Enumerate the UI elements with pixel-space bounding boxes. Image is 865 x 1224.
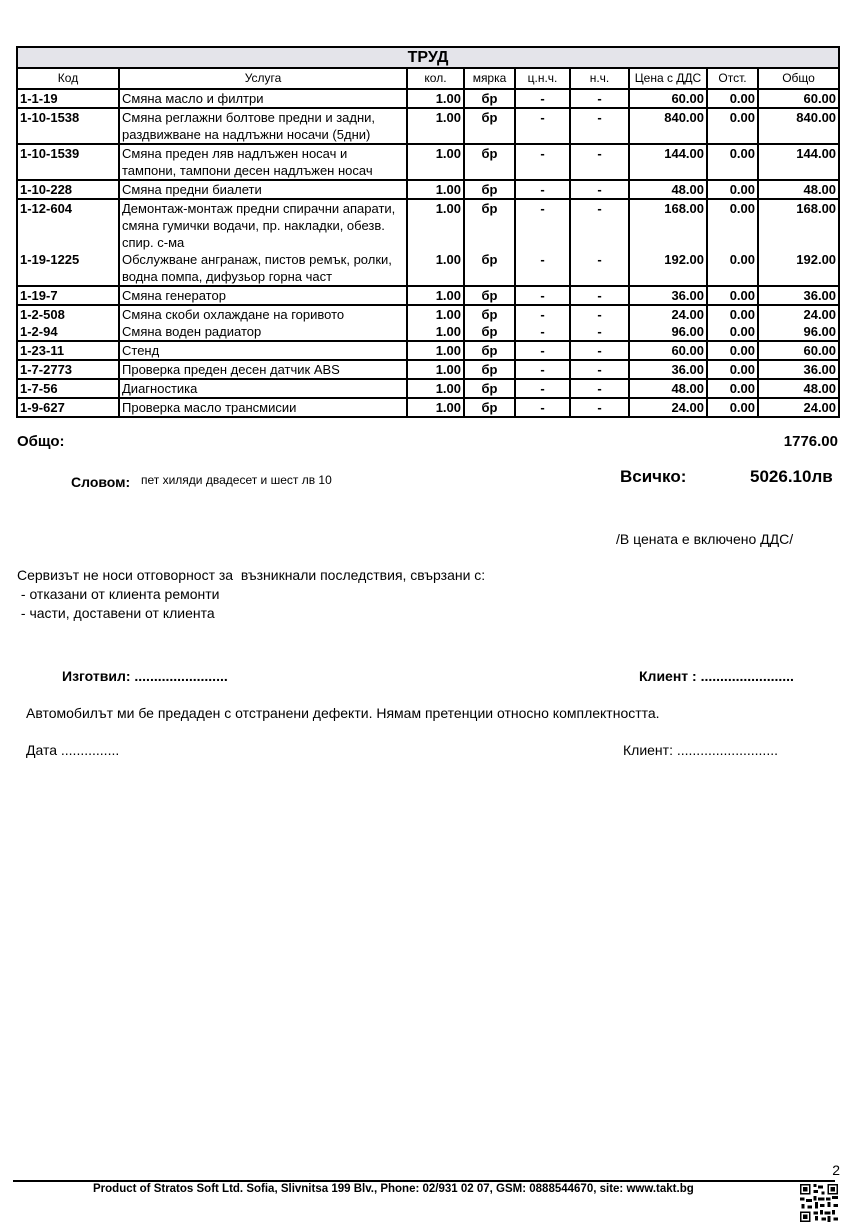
row-service: Демонтаж-монтаж предни спирачни апарати, смяна гумички водачи, пр. накладки, обезв. спир. с-ма	[119, 199, 407, 251]
row-total: 24.00	[758, 305, 839, 323]
row-hours: -	[570, 341, 629, 360]
row-discount: 0.00	[707, 180, 758, 199]
row-total: 192.00	[758, 251, 839, 286]
labor-table	[16, 46, 840, 418]
row-service: Смяна генератор	[119, 286, 407, 305]
row-unit: бр	[464, 286, 515, 305]
grand-total-label: Всичко:	[620, 467, 687, 486]
row-rate: -	[515, 144, 570, 180]
row-rate: -	[515, 108, 570, 144]
table-row	[17, 144, 839, 180]
row-price: 24.00	[629, 398, 707, 417]
row-code: 1-19-7	[17, 286, 119, 305]
row-total: 36.00	[758, 360, 839, 379]
row-price: 36.00	[629, 360, 707, 379]
table-row	[17, 251, 839, 286]
row-unit: бр	[464, 305, 515, 323]
row-price: 60.00	[629, 89, 707, 108]
row-price: 144.00	[629, 144, 707, 180]
row-discount: 0.00	[707, 251, 758, 286]
row-code: 1-2-94	[17, 323, 119, 341]
row-total: 96.00	[758, 323, 839, 341]
footer-divider	[13, 1180, 835, 1182]
row-code: 1-23-11	[17, 341, 119, 360]
row-rate: -	[515, 286, 570, 305]
row-price: 168.00	[629, 199, 707, 251]
row-hours: -	[570, 379, 629, 398]
table-row	[17, 89, 839, 108]
row-rate: -	[515, 323, 570, 341]
prepared-by-signature: Изготвил: ........................	[62, 668, 228, 684]
row-price: 840.00	[629, 108, 707, 144]
row-qty: 1.00	[407, 360, 464, 379]
row-rate: -	[515, 360, 570, 379]
qr-code-icon	[800, 1184, 838, 1222]
row-hours: -	[570, 360, 629, 379]
row-code: 1-12-604	[17, 199, 119, 251]
row-code: 1-9-627	[17, 398, 119, 417]
col-header-unit: мярка	[464, 68, 515, 89]
row-qty: 1.00	[407, 144, 464, 180]
row-total: 36.00	[758, 286, 839, 305]
row-code: 1-1-19	[17, 89, 119, 108]
row-discount: 0.00	[707, 144, 758, 180]
row-unit: бр	[464, 199, 515, 251]
col-header-qty: кол.	[407, 68, 464, 89]
row-rate: -	[515, 305, 570, 323]
row-service: Смяна скоби охлаждане на горивото	[119, 305, 407, 323]
footer-text: Product of Stratos Soft Ltd. Sofia, Slivnitsa 199 Blv., Phone: 02/931 02 07, GSM: 0888544670, site: www.takt.bg	[93, 1183, 694, 1195]
table-row	[17, 199, 839, 251]
row-unit: бр	[464, 108, 515, 144]
row-service: Обслужване ангранаж, пистов ремък, ролки, водна помпа, дифузьор горна част	[119, 251, 407, 286]
row-qty: 1.00	[407, 341, 464, 360]
table-body	[17, 89, 839, 417]
row-qty: 1.00	[407, 108, 464, 144]
row-qty: 1.00	[407, 89, 464, 108]
row-unit: бр	[464, 89, 515, 108]
row-service: Диагностика	[119, 379, 407, 398]
col-header-rate: ц.н.ч.	[515, 68, 570, 89]
row-unit: бр	[464, 251, 515, 286]
col-header-discount: Отст.	[707, 68, 758, 89]
row-total: 144.00	[758, 144, 839, 180]
row-service: Проверка масло трансмисии	[119, 398, 407, 417]
row-qty: 1.00	[407, 379, 464, 398]
row-code: 1-10-228	[17, 180, 119, 199]
amount-in-words-label: Словом:	[71, 474, 131, 490]
row-rate: -	[515, 379, 570, 398]
row-rate: -	[515, 341, 570, 360]
row-hours: -	[570, 251, 629, 286]
row-rate: -	[515, 398, 570, 417]
table-row	[17, 180, 839, 199]
row-code: 1-10-1538	[17, 108, 119, 144]
row-hours: -	[570, 398, 629, 417]
row-unit: бр	[464, 398, 515, 417]
table-row	[17, 379, 839, 398]
row-service: Смяна преден ляв надлъжен носач и тампони, тампони десен надлъжен носач	[119, 144, 407, 180]
acceptance-statement: Автомобилът ми бе предаден с отстранени дефекти. Нямам претенции относно комплектността.	[26, 705, 660, 721]
col-header-hours: н.ч.	[570, 68, 629, 89]
row-service: Смяна воден радиатор	[119, 323, 407, 341]
row-total: 48.00	[758, 180, 839, 199]
row-discount: 0.00	[707, 379, 758, 398]
row-unit: бр	[464, 379, 515, 398]
disclaimer-item: - отказани от клиента ремонти	[17, 586, 220, 602]
row-qty: 1.00	[407, 398, 464, 417]
row-qty: 1.00	[407, 323, 464, 341]
row-price: 96.00	[629, 323, 707, 341]
row-hours: -	[570, 305, 629, 323]
row-rate: -	[515, 180, 570, 199]
row-total: 24.00	[758, 398, 839, 417]
row-price: 192.00	[629, 251, 707, 286]
col-header-price: Цена с ДДС	[629, 68, 707, 89]
col-header-total: Общо	[758, 68, 839, 89]
row-qty: 1.00	[407, 305, 464, 323]
row-hours: -	[570, 199, 629, 251]
table-row	[17, 360, 839, 379]
vat-note: /В цената е включено ДДС/	[616, 531, 794, 547]
row-total: 168.00	[758, 199, 839, 251]
grand-total-value: 5026.10лв	[750, 467, 833, 486]
table-row	[17, 305, 839, 323]
row-qty: 1.00	[407, 286, 464, 305]
row-discount: 0.00	[707, 323, 758, 341]
row-code: 1-7-2773	[17, 360, 119, 379]
row-hours: -	[570, 89, 629, 108]
row-discount: 0.00	[707, 286, 758, 305]
row-price: 60.00	[629, 341, 707, 360]
row-service: Стенд	[119, 341, 407, 360]
table-row	[17, 108, 839, 144]
row-price: 24.00	[629, 305, 707, 323]
row-hours: -	[570, 108, 629, 144]
section-total-value: 1776.00	[783, 433, 838, 450]
row-service: Проверка преден десен датчик ABS	[119, 360, 407, 379]
table-row	[17, 286, 839, 305]
row-hours: -	[570, 144, 629, 180]
row-unit: бр	[464, 323, 515, 341]
row-service: Смяна предни биалети	[119, 180, 407, 199]
row-rate: -	[515, 199, 570, 251]
col-header-code: Код	[17, 68, 119, 89]
row-qty: 1.00	[407, 180, 464, 199]
row-total: 60.00	[758, 89, 839, 108]
row-unit: бр	[464, 144, 515, 180]
row-discount: 0.00	[707, 360, 758, 379]
row-unit: бр	[464, 341, 515, 360]
disclaimer	[17, 566, 485, 623]
row-code: 1-10-1539	[17, 144, 119, 180]
row-code: 1-2-508	[17, 305, 119, 323]
row-unit: бр	[464, 180, 515, 199]
row-rate: -	[515, 251, 570, 286]
row-hours: -	[570, 180, 629, 199]
page-number: 2	[832, 1162, 840, 1178]
row-code: 1-7-56	[17, 379, 119, 398]
row-total: 60.00	[758, 341, 839, 360]
amount-in-words-value: пет хиляди двадесет и шест лв 10	[141, 473, 332, 487]
table-row	[17, 341, 839, 360]
row-code: 1-19-1225	[17, 251, 119, 286]
row-service: Смяна реглажни болтове предни и задни, раздвижване на надлъжни носачи (5дни)	[119, 108, 407, 144]
row-price: 48.00	[629, 379, 707, 398]
table-row	[17, 398, 839, 417]
row-rate: -	[515, 89, 570, 108]
row-service: Смяна масло и филтри	[119, 89, 407, 108]
row-discount: 0.00	[707, 305, 758, 323]
row-total: 48.00	[758, 379, 839, 398]
row-discount: 0.00	[707, 341, 758, 360]
row-qty: 1.00	[407, 251, 464, 286]
row-total: 840.00	[758, 108, 839, 144]
disclaimer-intro: Сервизът не носи отговорност за възникнали последствия, свързани с:	[17, 567, 486, 583]
row-hours: -	[570, 286, 629, 305]
row-hours: -	[570, 323, 629, 341]
row-discount: 0.00	[707, 108, 758, 144]
section-total-label: Общо:	[17, 433, 65, 450]
disclaimer-item: - части, доставени от клиента	[17, 605, 215, 621]
table-row	[17, 323, 839, 341]
col-header-service: Услуга	[119, 68, 407, 89]
row-discount: 0.00	[707, 199, 758, 251]
row-discount: 0.00	[707, 89, 758, 108]
client-signature: Клиент : ........................	[639, 668, 794, 684]
row-unit: бр	[464, 360, 515, 379]
row-discount: 0.00	[707, 398, 758, 417]
date-field: Дата ...............	[26, 742, 120, 758]
section-title: ТРУД	[17, 47, 839, 68]
row-price: 36.00	[629, 286, 707, 305]
client-signature-2: Клиент: ..........................	[623, 742, 778, 758]
row-qty: 1.00	[407, 199, 464, 251]
column-headers	[17, 68, 839, 89]
row-price: 48.00	[629, 180, 707, 199]
